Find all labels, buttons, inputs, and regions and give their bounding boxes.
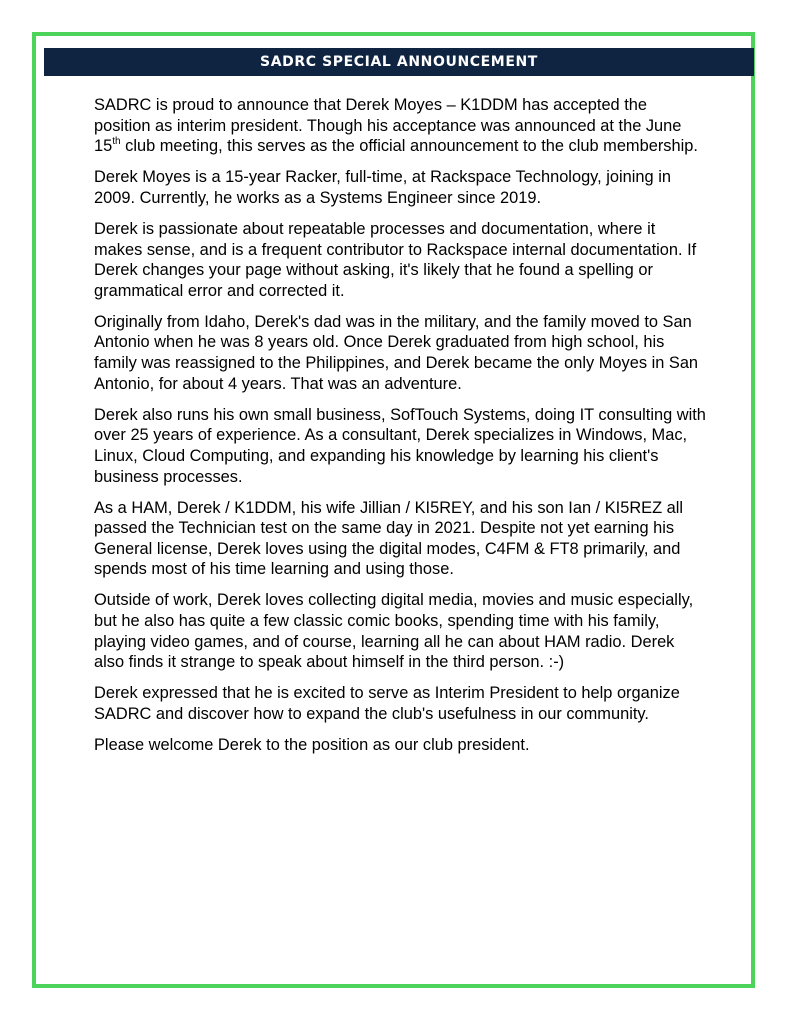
paragraph-background: Originally from Idaho, Derek's dad was in the military, and the family moved to San Antonio when he was 8 years old. Once Derek graduated from high school, his family was reassigned to the Philippines, and Derek became the only Moyes in San Antonio, for about 4 years. That was an adventure. — [94, 312, 699, 393]
paragraph-acceptance — [94, 95, 706, 157]
announcement-body — [94, 95, 706, 766]
announcement-banner — [44, 48, 754, 76]
banner-title: SADRC SPECIAL ANNOUNCEMENT — [260, 54, 538, 70]
paragraph-business: Derek also runs his own small business, SofTouch Systems, doing IT consulting with over 25 years of experience. As a consultant, Derek specializes in Windows, Mac, Linux, Cloud Computing, and expanding his knowledge by learning his client's business processes. — [94, 405, 706, 486]
paragraph-acceptance-part1: SADRC is proud to announce that Derek Moyes – K1DDM has accepted the position as interim president. Though his acceptance was announced at the June 15 — [94, 96, 682, 156]
paragraph-excitement: Derek expressed that he is excited to serve as Interim President to help organize SADRC and discover how to expand the club's usefulness in our community. — [94, 684, 680, 723]
paragraph-passion: Derek is passionate about repeatable processes and documentation, where it makes sense, and is a frequent contributor to Rackspace internal documentation. If Derek changes your page without asking, it's likely that he found a spelling or grammatical error and corrected it. — [94, 219, 697, 300]
paragraph-ham-radio: As a HAM, Derek / K1DDM, his wife Jillian / KI5REY, and his son Ian / KI5REZ all passed the Technician test on the same day in 2021. Despite not yet earning his General license, Derek loves using the digital modes, C4FM & FT8 primarily, and spends most of his time learning and using those. — [94, 498, 684, 579]
paragraph-career: Derek Moyes is a 15-year Racker, full-time, at Rackspace Technology, joining in 2009. Currently, he works as a Systems Engineer since 2019. — [94, 168, 671, 207]
ordinal-suffix: th — [112, 136, 121, 148]
paragraph-acceptance-part2: club meeting, this serves as the official announcement to the club membership. — [120, 137, 698, 156]
paragraph-hobbies: Outside of work, Derek loves collecting digital media, movies and music especially, but he also has quite a few classic comic books, spending time with his family, playing video games, and of course, learning all he can about HAM radio. Derek also finds it strange to speak about himself in the third person. :-) — [94, 591, 694, 672]
paragraph-welcome: Please welcome Derek to the position as our club president. — [94, 736, 530, 755]
